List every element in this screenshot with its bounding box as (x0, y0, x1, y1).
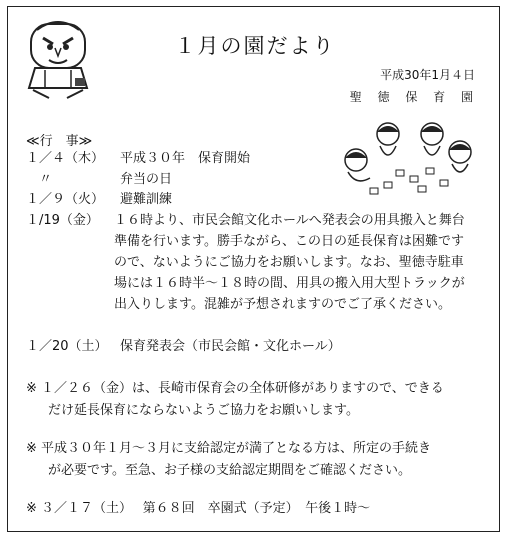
event-text: 避難訓練 (120, 192, 173, 207)
notice-line: ※ １／２６（金）は、長崎市保育会の全体研修がありますので、できる (26, 381, 444, 396)
event-row (26, 336, 341, 357)
notice-line: ※ ３／１７（土） 第６８回 卒園式（予定） 午後１時～ (26, 501, 371, 516)
notice (26, 498, 486, 520)
events-heading: ≪行 事≫ (26, 134, 93, 149)
organization-name: 聖 徳 保 育 園 (349, 90, 479, 104)
event-row (26, 210, 120, 231)
event-row (26, 169, 172, 190)
event-text: １６時より、市民会館文化ホールへ発表会の用具搬入と舞台準備を行います。勝手ながら、この日の延長保育は困難ですので、ないようにご協力をお願いします。なお、聖徳寺駐車場には１６時半～１８時の間、用具の搬入用大型トラックが出入りします。混雑が予想されますのでご了承ください。 (114, 213, 465, 312)
notice (26, 378, 486, 422)
event-text: 平成３０年 保育開始 (120, 151, 251, 166)
event-date: １／４（木） (26, 151, 105, 166)
event-date: １/19（金） (26, 213, 99, 228)
event-text: 弁当の日 (120, 172, 173, 187)
notice-line: が必要です。至急、お子様の支給認定期間をご確認ください。 (48, 463, 411, 478)
notice-line: だけ延長保育にならないようご協力をお願いします。 (48, 403, 359, 418)
event-row (26, 148, 250, 169)
notice-line: ※ 平成３０年１月～３月に支給認定が満了となる方は、所定の手続き (26, 441, 432, 456)
issue-date: 平成30年1月４日 (380, 68, 475, 82)
children-playing-cards-icon (330, 120, 480, 196)
event-text: 保育発表会（市民会館・文化ホール） (120, 339, 341, 354)
page-title: １月の園だより (174, 34, 336, 58)
event-date: １／９（火） (26, 192, 105, 207)
event-date: 〃 (26, 172, 53, 187)
notice (26, 438, 486, 482)
event-date: １／20（土） (26, 339, 108, 354)
event-row (26, 189, 172, 210)
